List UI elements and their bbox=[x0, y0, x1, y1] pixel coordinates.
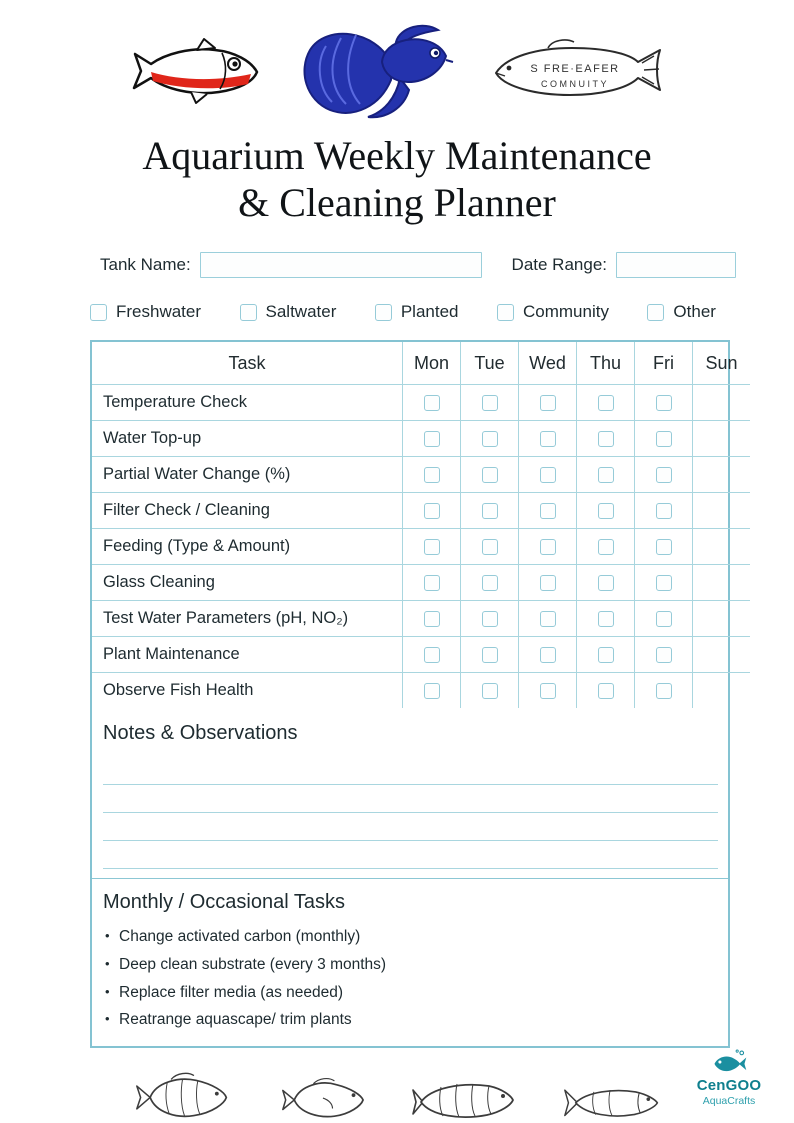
task-day-checkbox[interactable] bbox=[656, 575, 672, 591]
task-day-checkbox[interactable] bbox=[540, 611, 556, 627]
tank-type-label: Freshwater bbox=[116, 302, 202, 322]
task-day-checkbox[interactable] bbox=[598, 683, 614, 699]
tank-name-label: Tank Name: bbox=[100, 255, 191, 275]
monthly-task-item: • Deep clean substrate (every 3 months) bbox=[103, 951, 716, 979]
task-label: Partial Water Change (%) bbox=[92, 457, 403, 493]
day-cell-sun bbox=[693, 385, 751, 421]
task-table-body bbox=[92, 385, 750, 709]
task-day-checkbox[interactable] bbox=[598, 647, 614, 663]
sketch-fish-4-icon bbox=[563, 1078, 661, 1123]
day-cell-fri bbox=[635, 385, 693, 421]
task-day-checkbox[interactable] bbox=[424, 575, 440, 591]
tank-type-label: Saltwater bbox=[265, 302, 337, 322]
planner-box bbox=[90, 340, 738, 1047]
task-day-checkbox[interactable] bbox=[598, 575, 614, 591]
day-cell-tue bbox=[461, 457, 519, 493]
task-day-checkbox[interactable] bbox=[656, 395, 672, 411]
task-row bbox=[92, 493, 750, 529]
task-day-checkbox[interactable] bbox=[482, 647, 498, 663]
title-line-2: & Cleaning Planner bbox=[238, 180, 556, 226]
day-cell-tue bbox=[461, 529, 519, 565]
day-cell-wed bbox=[519, 529, 577, 565]
column-header-sun: Sun bbox=[693, 342, 751, 385]
sketch-fish-2-icon bbox=[279, 1074, 365, 1123]
task-day-checkbox[interactable] bbox=[598, 395, 614, 411]
tank-type-options bbox=[90, 302, 716, 322]
task-label: Water Top-up bbox=[92, 421, 403, 457]
task-day-checkbox[interactable] bbox=[656, 467, 672, 483]
day-cell-thu bbox=[577, 421, 635, 457]
brand-name: CenGOO bbox=[696, 1077, 762, 1094]
tank-name-input[interactable] bbox=[200, 252, 482, 278]
task-day-checkbox[interactable] bbox=[540, 503, 556, 519]
task-day-checkbox[interactable] bbox=[656, 503, 672, 519]
task-day-checkbox[interactable] bbox=[424, 503, 440, 519]
day-cell-mon bbox=[403, 493, 461, 529]
task-day-checkbox[interactable] bbox=[482, 431, 498, 447]
monthly-task-item: • Replace filter media (as needed) bbox=[103, 979, 716, 1007]
page-title bbox=[0, 132, 794, 226]
task-row bbox=[92, 637, 750, 673]
table-header-row bbox=[92, 342, 750, 385]
form-row bbox=[100, 252, 736, 278]
notes-heading: Notes & Observations bbox=[103, 722, 298, 745]
day-cell-mon bbox=[403, 637, 461, 673]
tank-type-checkbox[interactable] bbox=[497, 304, 514, 321]
monthly-section bbox=[92, 879, 728, 1045]
task-label: Observe Fish Health bbox=[92, 673, 403, 709]
day-cell-wed bbox=[519, 493, 577, 529]
logo-fish-icon bbox=[709, 1048, 749, 1076]
day-cell-mon bbox=[403, 529, 461, 565]
date-range-input[interactable] bbox=[616, 252, 736, 278]
day-cell-tue bbox=[461, 637, 519, 673]
task-day-checkbox[interactable] bbox=[656, 431, 672, 447]
notes-writing-line bbox=[103, 841, 718, 869]
day-cell-mon bbox=[403, 421, 461, 457]
day-cell-tue bbox=[461, 601, 519, 637]
task-label: Test Water Parameters (pH, NO₂) bbox=[92, 601, 403, 637]
day-cell-tue bbox=[461, 421, 519, 457]
notes-writing-line bbox=[103, 757, 718, 785]
sketch-fish-1-icon bbox=[133, 1070, 233, 1123]
task-label: Temperature Check bbox=[92, 385, 403, 421]
tank-type-freshwater[interactable] bbox=[90, 302, 201, 322]
tank-type-saltwater[interactable] bbox=[240, 302, 337, 322]
task-row bbox=[92, 421, 750, 457]
sketch-fish-3-icon bbox=[411, 1074, 517, 1123]
task-day-checkbox[interactable] bbox=[424, 431, 440, 447]
task-day-checkbox[interactable] bbox=[656, 683, 672, 699]
day-cell-tue bbox=[461, 493, 519, 529]
notes-section bbox=[92, 708, 728, 869]
day-cell-mon bbox=[403, 385, 461, 421]
brand-logo bbox=[686, 1048, 772, 1107]
tank-type-other[interactable] bbox=[647, 302, 716, 322]
day-cell-thu bbox=[577, 637, 635, 673]
task-day-checkbox[interactable] bbox=[540, 467, 556, 483]
notes-writing-line bbox=[103, 813, 718, 841]
day-cell-fri bbox=[635, 493, 693, 529]
task-day-checkbox[interactable] bbox=[424, 611, 440, 627]
lettered-fish-text-2: COMNUITY bbox=[540, 79, 609, 89]
monthly-task-item: • Reatrange aquascape/ trim plants bbox=[103, 1006, 716, 1034]
day-cell-mon bbox=[403, 673, 461, 709]
task-row bbox=[92, 601, 750, 637]
tank-type-checkbox[interactable] bbox=[90, 304, 107, 321]
day-cell-wed bbox=[519, 385, 577, 421]
footer-illustrations bbox=[0, 1066, 794, 1123]
task-day-checkbox[interactable] bbox=[482, 503, 498, 519]
task-day-checkbox[interactable] bbox=[424, 395, 440, 411]
header-illustrations bbox=[0, 0, 794, 122]
monthly-task-item: • Change activated carbon (monthly) bbox=[103, 923, 716, 951]
day-cell-wed bbox=[519, 601, 577, 637]
monthly-heading: Monthly / Occasional Tasks bbox=[103, 891, 345, 914]
day-cell-tue bbox=[461, 385, 519, 421]
notes-lines bbox=[103, 757, 718, 869]
day-cell-thu bbox=[577, 457, 635, 493]
task-day-checkbox[interactable] bbox=[598, 503, 614, 519]
monthly-task-list bbox=[103, 923, 716, 1033]
day-cell-fri bbox=[635, 421, 693, 457]
day-cell-thu bbox=[577, 673, 635, 709]
day-cell-mon bbox=[403, 565, 461, 601]
task-day-checkbox[interactable] bbox=[482, 611, 498, 627]
task-day-checkbox[interactable] bbox=[482, 395, 498, 411]
day-cell-thu bbox=[577, 529, 635, 565]
tank-type-label: Other bbox=[673, 302, 716, 322]
task-label: Plant Maintenance bbox=[92, 637, 403, 673]
title-line-1: Aquarium Weekly Maintenance bbox=[142, 133, 652, 178]
day-cell-mon bbox=[403, 457, 461, 493]
day-cell-thu bbox=[577, 601, 635, 637]
task-day-checkbox[interactable] bbox=[540, 575, 556, 591]
tank-type-community[interactable] bbox=[497, 302, 609, 322]
day-cell-sun bbox=[693, 637, 751, 673]
day-cell-thu bbox=[577, 565, 635, 601]
day-cell-tue bbox=[461, 565, 519, 601]
task-day-checkbox[interactable] bbox=[424, 683, 440, 699]
task-day-checkbox[interactable] bbox=[482, 539, 498, 555]
task-day-checkbox[interactable] bbox=[656, 539, 672, 555]
betta-fish-icon bbox=[296, 18, 456, 122]
task-row bbox=[92, 673, 750, 709]
brand-subname: AquaCrafts bbox=[702, 1095, 756, 1107]
day-cell-fri bbox=[635, 457, 693, 493]
day-cell-sun bbox=[693, 493, 751, 529]
column-header-thu: Thu bbox=[577, 342, 635, 385]
task-day-checkbox[interactable] bbox=[424, 539, 440, 555]
notes-writing-line bbox=[103, 785, 718, 813]
day-cell-fri bbox=[635, 529, 693, 565]
day-cell-sun bbox=[693, 673, 751, 709]
column-header-wed: Wed bbox=[519, 342, 577, 385]
column-header-tue: Tue bbox=[461, 342, 519, 385]
day-cell-fri bbox=[635, 673, 693, 709]
task-day-checkbox[interactable] bbox=[598, 431, 614, 447]
task-row bbox=[92, 457, 750, 493]
day-cell-wed bbox=[519, 673, 577, 709]
tank-type-checkbox[interactable] bbox=[375, 304, 392, 321]
task-day-checkbox[interactable] bbox=[656, 611, 672, 627]
day-cell-wed bbox=[519, 457, 577, 493]
column-header-mon: Mon bbox=[403, 342, 461, 385]
task-day-checkbox[interactable] bbox=[424, 647, 440, 663]
task-day-checkbox[interactable] bbox=[598, 539, 614, 555]
tank-type-label: Community bbox=[522, 302, 609, 322]
date-range-label: Date Range: bbox=[511, 255, 607, 275]
task-day-checkbox[interactable] bbox=[482, 467, 498, 483]
task-day-checkbox[interactable] bbox=[540, 539, 556, 555]
day-cell-sun bbox=[693, 421, 751, 457]
day-cell-thu bbox=[577, 493, 635, 529]
task-row bbox=[92, 565, 750, 601]
task-day-checkbox[interactable] bbox=[540, 395, 556, 411]
day-cell-sun bbox=[693, 565, 751, 601]
task-label: Filter Check / Cleaning bbox=[92, 493, 403, 529]
day-cell-wed bbox=[519, 565, 577, 601]
day-cell-tue bbox=[461, 673, 519, 709]
task-day-checkbox[interactable] bbox=[598, 467, 614, 483]
sketch-fish-lettered-icon bbox=[490, 35, 668, 105]
day-cell-fri bbox=[635, 637, 693, 673]
day-cell-fri bbox=[635, 601, 693, 637]
column-header-task: Task bbox=[92, 342, 403, 385]
day-cell-wed bbox=[519, 421, 577, 457]
task-day-checkbox[interactable] bbox=[424, 467, 440, 483]
task-label: Feeding (Type & Amount) bbox=[92, 529, 403, 565]
tank-type-checkbox[interactable] bbox=[240, 304, 257, 321]
tank-type-checkbox[interactable] bbox=[647, 304, 664, 321]
task-day-checkbox[interactable] bbox=[598, 611, 614, 627]
lettered-fish-text-1: S FRE·EAFER bbox=[529, 63, 620, 75]
day-cell-thu bbox=[577, 385, 635, 421]
task-day-checkbox[interactable] bbox=[656, 647, 672, 663]
column-header-fri: Fri bbox=[635, 342, 693, 385]
day-cell-sun bbox=[693, 601, 751, 637]
task-day-checkbox[interactable] bbox=[482, 683, 498, 699]
task-day-checkbox[interactable] bbox=[482, 575, 498, 591]
day-cell-sun bbox=[693, 529, 751, 565]
task-day-checkbox[interactable] bbox=[540, 683, 556, 699]
tank-type-planted[interactable] bbox=[375, 302, 459, 322]
task-label: Glass Cleaning bbox=[92, 565, 403, 601]
task-row bbox=[92, 529, 750, 565]
task-day-checkbox[interactable] bbox=[540, 431, 556, 447]
tank-type-label: Planted bbox=[400, 302, 459, 322]
task-day-checkbox[interactable] bbox=[540, 647, 556, 663]
neon-tetra-icon bbox=[127, 34, 262, 106]
day-cell-wed bbox=[519, 637, 577, 673]
task-table bbox=[92, 342, 750, 708]
day-cell-mon bbox=[403, 601, 461, 637]
task-row bbox=[92, 385, 750, 421]
day-cell-sun bbox=[693, 457, 751, 493]
day-cell-fri bbox=[635, 565, 693, 601]
